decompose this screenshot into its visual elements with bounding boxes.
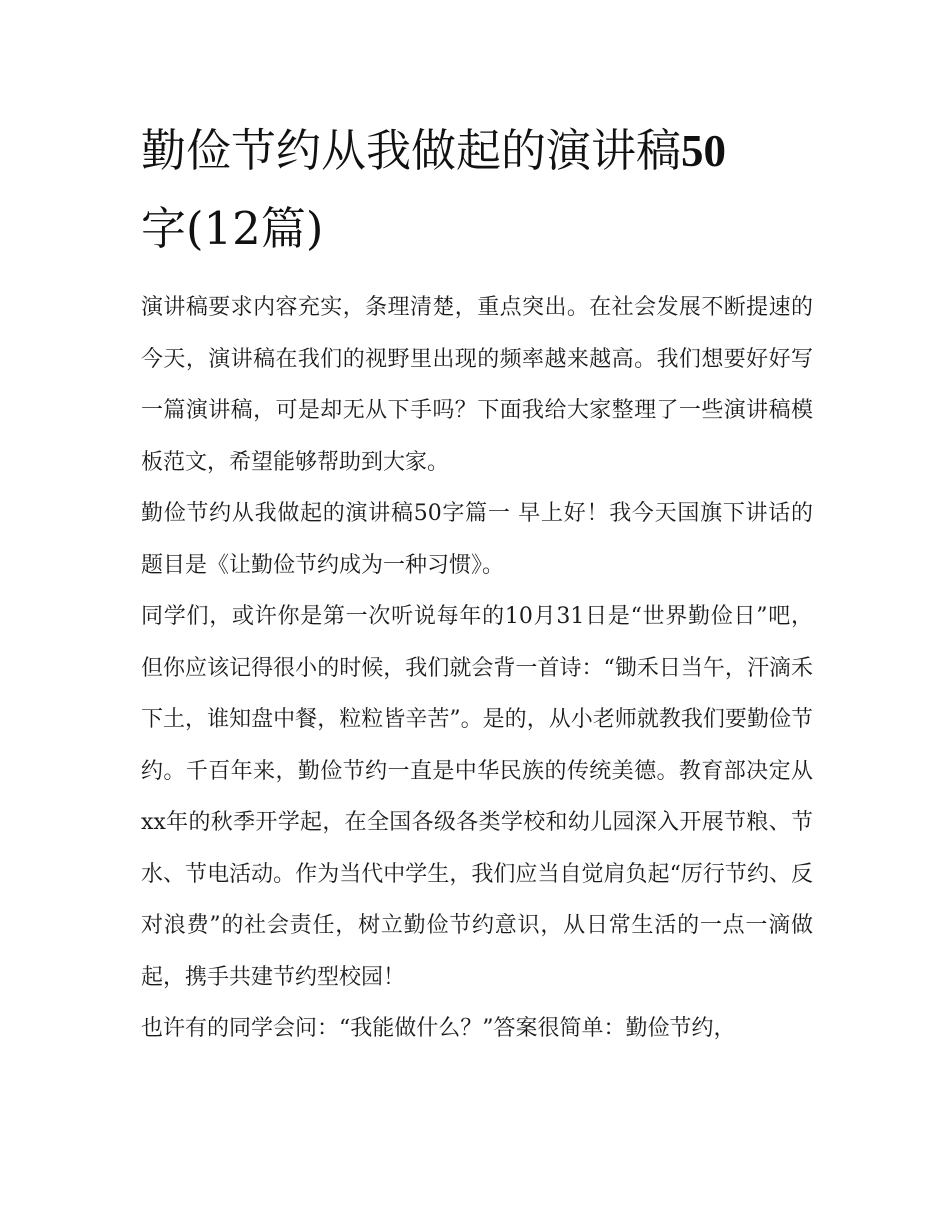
paragraph-speech-opening: 勤俭节约从我做起的演讲稿50字篇一 早上好！我今天国旗下讲话的题目是《让勤俭节约成为一种习惯》。 <box>141 501 813 578</box>
paragraph-intro: 演讲稿要求内容充实，条理清楚，重点突出。在社会发展不断提速的今天，演讲稿在我们的视野里出现的频率越来越高。我们想要好好写一篇演讲稿，可是却无从下手吗？下面我给大家整理了一些演讲稿模板范文，希望能够帮助到大家。 <box>141 295 813 475</box>
title-text-num: 50 <box>681 126 727 176</box>
title-text-cont: 字(12篇) <box>141 202 324 255</box>
paragraph-frugality-day: 同学们，或许你是第一次听说每年的10月31日是“世界勤俭日”吧，但你应该记得很小的时候，我们就会背一首诗：“锄禾日当午，汗滴禾下土，谁知盘中餐，粒粒皆辛苦”。是的，从小老师就教我们要勤俭节约。千百年来，勤俭节约一直是中华民族的传统美德。教育部决定从xx年的秋季开学起，在全国各级各类学校和幼儿园深入开展节粮、节水、节电活动。作为当代中学生，我们应当自觉肩负起“厉行节约、反对浪费”的社会责任，树立勤俭节约意识，从日常生活的一点一滴做起，携手共建节约型校园！ <box>141 604 813 990</box>
document-body <box>141 282 813 1055</box>
document-title <box>141 112 831 268</box>
paragraph-what-can-i-do: 也许有的同学会问：“我能做什么？”答案很简单：勤俭节约， <box>141 1016 736 1041</box>
title-text-cn: 勤俭节约从我做起的演讲稿 <box>141 124 682 177</box>
